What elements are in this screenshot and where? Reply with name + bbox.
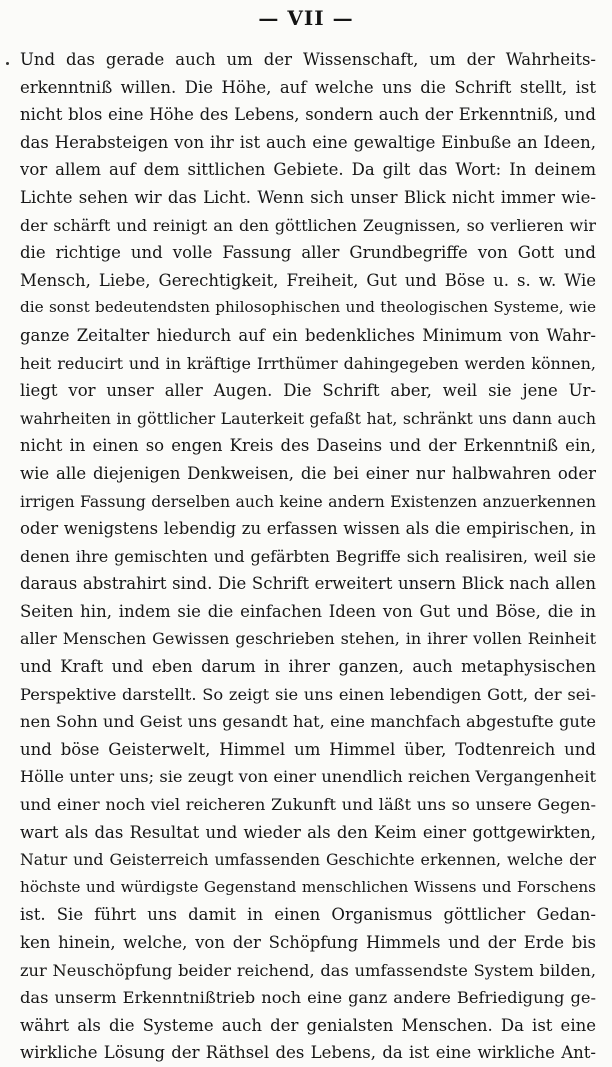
- text-line: wart als das Resultat und wieder als den Keim einer gottgewirkten,: [20, 822, 596, 842]
- text-line: daraus abstrahirt sind. Die Schrift erweitert unsern Blick nach allen: [20, 574, 596, 594]
- text-line: der schärft und reinigt an den göttlichen Zeugnissen, so verlieren wir: [20, 215, 596, 235]
- text-line: heit reducirt und in kräftige Irrthümer dahingegeben werden können,: [20, 353, 596, 373]
- text-line: nen Sohn und Geist uns gesandt hat, eine manchfach abgestufte gute: [20, 712, 596, 732]
- text-line: irrigen Fassung derselben auch keine andern Existenzen anzuerkennen: [20, 491, 596, 511]
- text-line: und böse Geisterwelt, Himmel um Himmel über, Todtenreich und: [20, 739, 596, 759]
- margin-mark: [6, 62, 9, 65]
- text-line: und einer noch viel reicheren Zukunft und läßt uns so unsere Gegen-: [20, 795, 596, 815]
- body-text: [20, 46, 596, 1067]
- text-line: Natur und Geisterreich umfassenden Geschichte erkennen, welche der: [20, 850, 596, 870]
- text-line: Perspektive darstellt. So zeigt sie uns einen lebendigen Gott, der sei-: [20, 684, 596, 704]
- text-line: nicht blos eine Höhe des Lebens, sondern auch der Erkenntniß, und: [20, 105, 596, 125]
- text-line: Seiten hin, indem sie die einfachen Ideen von Gut und Böse, die in: [20, 601, 596, 621]
- text-line: zur Neuschöpfung beider reichend, das umfassendste System bilden,: [20, 960, 596, 980]
- text-line: höchste und würdigste Gegenstand menschlichen Wissens und Forschens: [20, 877, 596, 896]
- text-line: oder wenigstens lebendig zu erfassen wissen als die empirischen, in: [20, 519, 596, 539]
- text-line: währt als die Systeme auch der genialsten Menschen. Da ist eine: [20, 1015, 596, 1035]
- text-line: das unserm Erkenntnißtrieb noch eine ganz andere Befriedigung ge-: [20, 988, 596, 1008]
- text-line: erkenntniß willen. Die Höhe, auf welche uns die Schrift stellt, ist: [20, 77, 596, 97]
- text-line: vor allem auf dem sittlichen Gebiete. Da gilt das Wort: In deinem: [20, 160, 596, 180]
- text-line: Und das gerade auch um der Wissenschaft, um der Wahrheits-: [20, 50, 596, 69]
- text-line: und Kraft und eben darum in ihrer ganzen, auch metaphysischen: [20, 657, 596, 677]
- text-line: das Herabsteigen von ihr ist auch eine gewaltige Einbuße an Ideen,: [20, 132, 596, 152]
- text-line: wirkliche Lösung der Räthsel des Lebens, da ist eine wirkliche Ant-: [20, 1043, 596, 1063]
- text-line: liegt vor unser aller Augen. Die Schrift aber, weil sie jene Ur-: [20, 381, 596, 401]
- text-line: aller Menschen Gewissen geschrieben stehen, in ihrer vollen Reinheit: [20, 629, 596, 649]
- text-line: denen ihre gemischten und gefärbten Begriffe sich realisiren, weil sie: [20, 546, 596, 566]
- page-header: — VII —: [258, 6, 354, 30]
- text-line: ist. Sie führt uns damit in einen Organismus göttlicher Gedan-: [20, 905, 596, 925]
- text-line: die sonst bedeutendsten philosophischen und theologischen Systeme, wie: [20, 298, 596, 317]
- text-line: wahrheiten in göttlicher Lauterkeit gefaßt hat, schränkt uns dann auch: [20, 408, 596, 428]
- text-line: Lichte sehen wir das Licht. Wenn sich unser Blick nicht immer wie-: [20, 187, 596, 207]
- text-line: die richtige und volle Fassung aller Grundbegriffe von Gott und: [20, 243, 596, 263]
- text-line: Hölle unter uns; sie zeugt von einer unendlich reichen Vergangenheit: [20, 767, 596, 787]
- text-line: Mensch, Liebe, Gerechtigkeit, Freiheit, Gut und Böse u. s. w. Wie: [20, 270, 596, 290]
- text-line: nicht in einen so engen Kreis des Daseins und der Erkenntniß ein,: [20, 436, 596, 456]
- text-line: ganze Zeitalter hiedurch auf ein bedenkliches Minimum von Wahr-: [20, 325, 596, 345]
- text-line: wie alle diejenigen Denkweisen, die bei einer nur halbwahren oder: [20, 463, 596, 483]
- text-line: ken hinein, welche, von der Schöpfung Himmels und der Erde bis: [20, 933, 596, 952]
